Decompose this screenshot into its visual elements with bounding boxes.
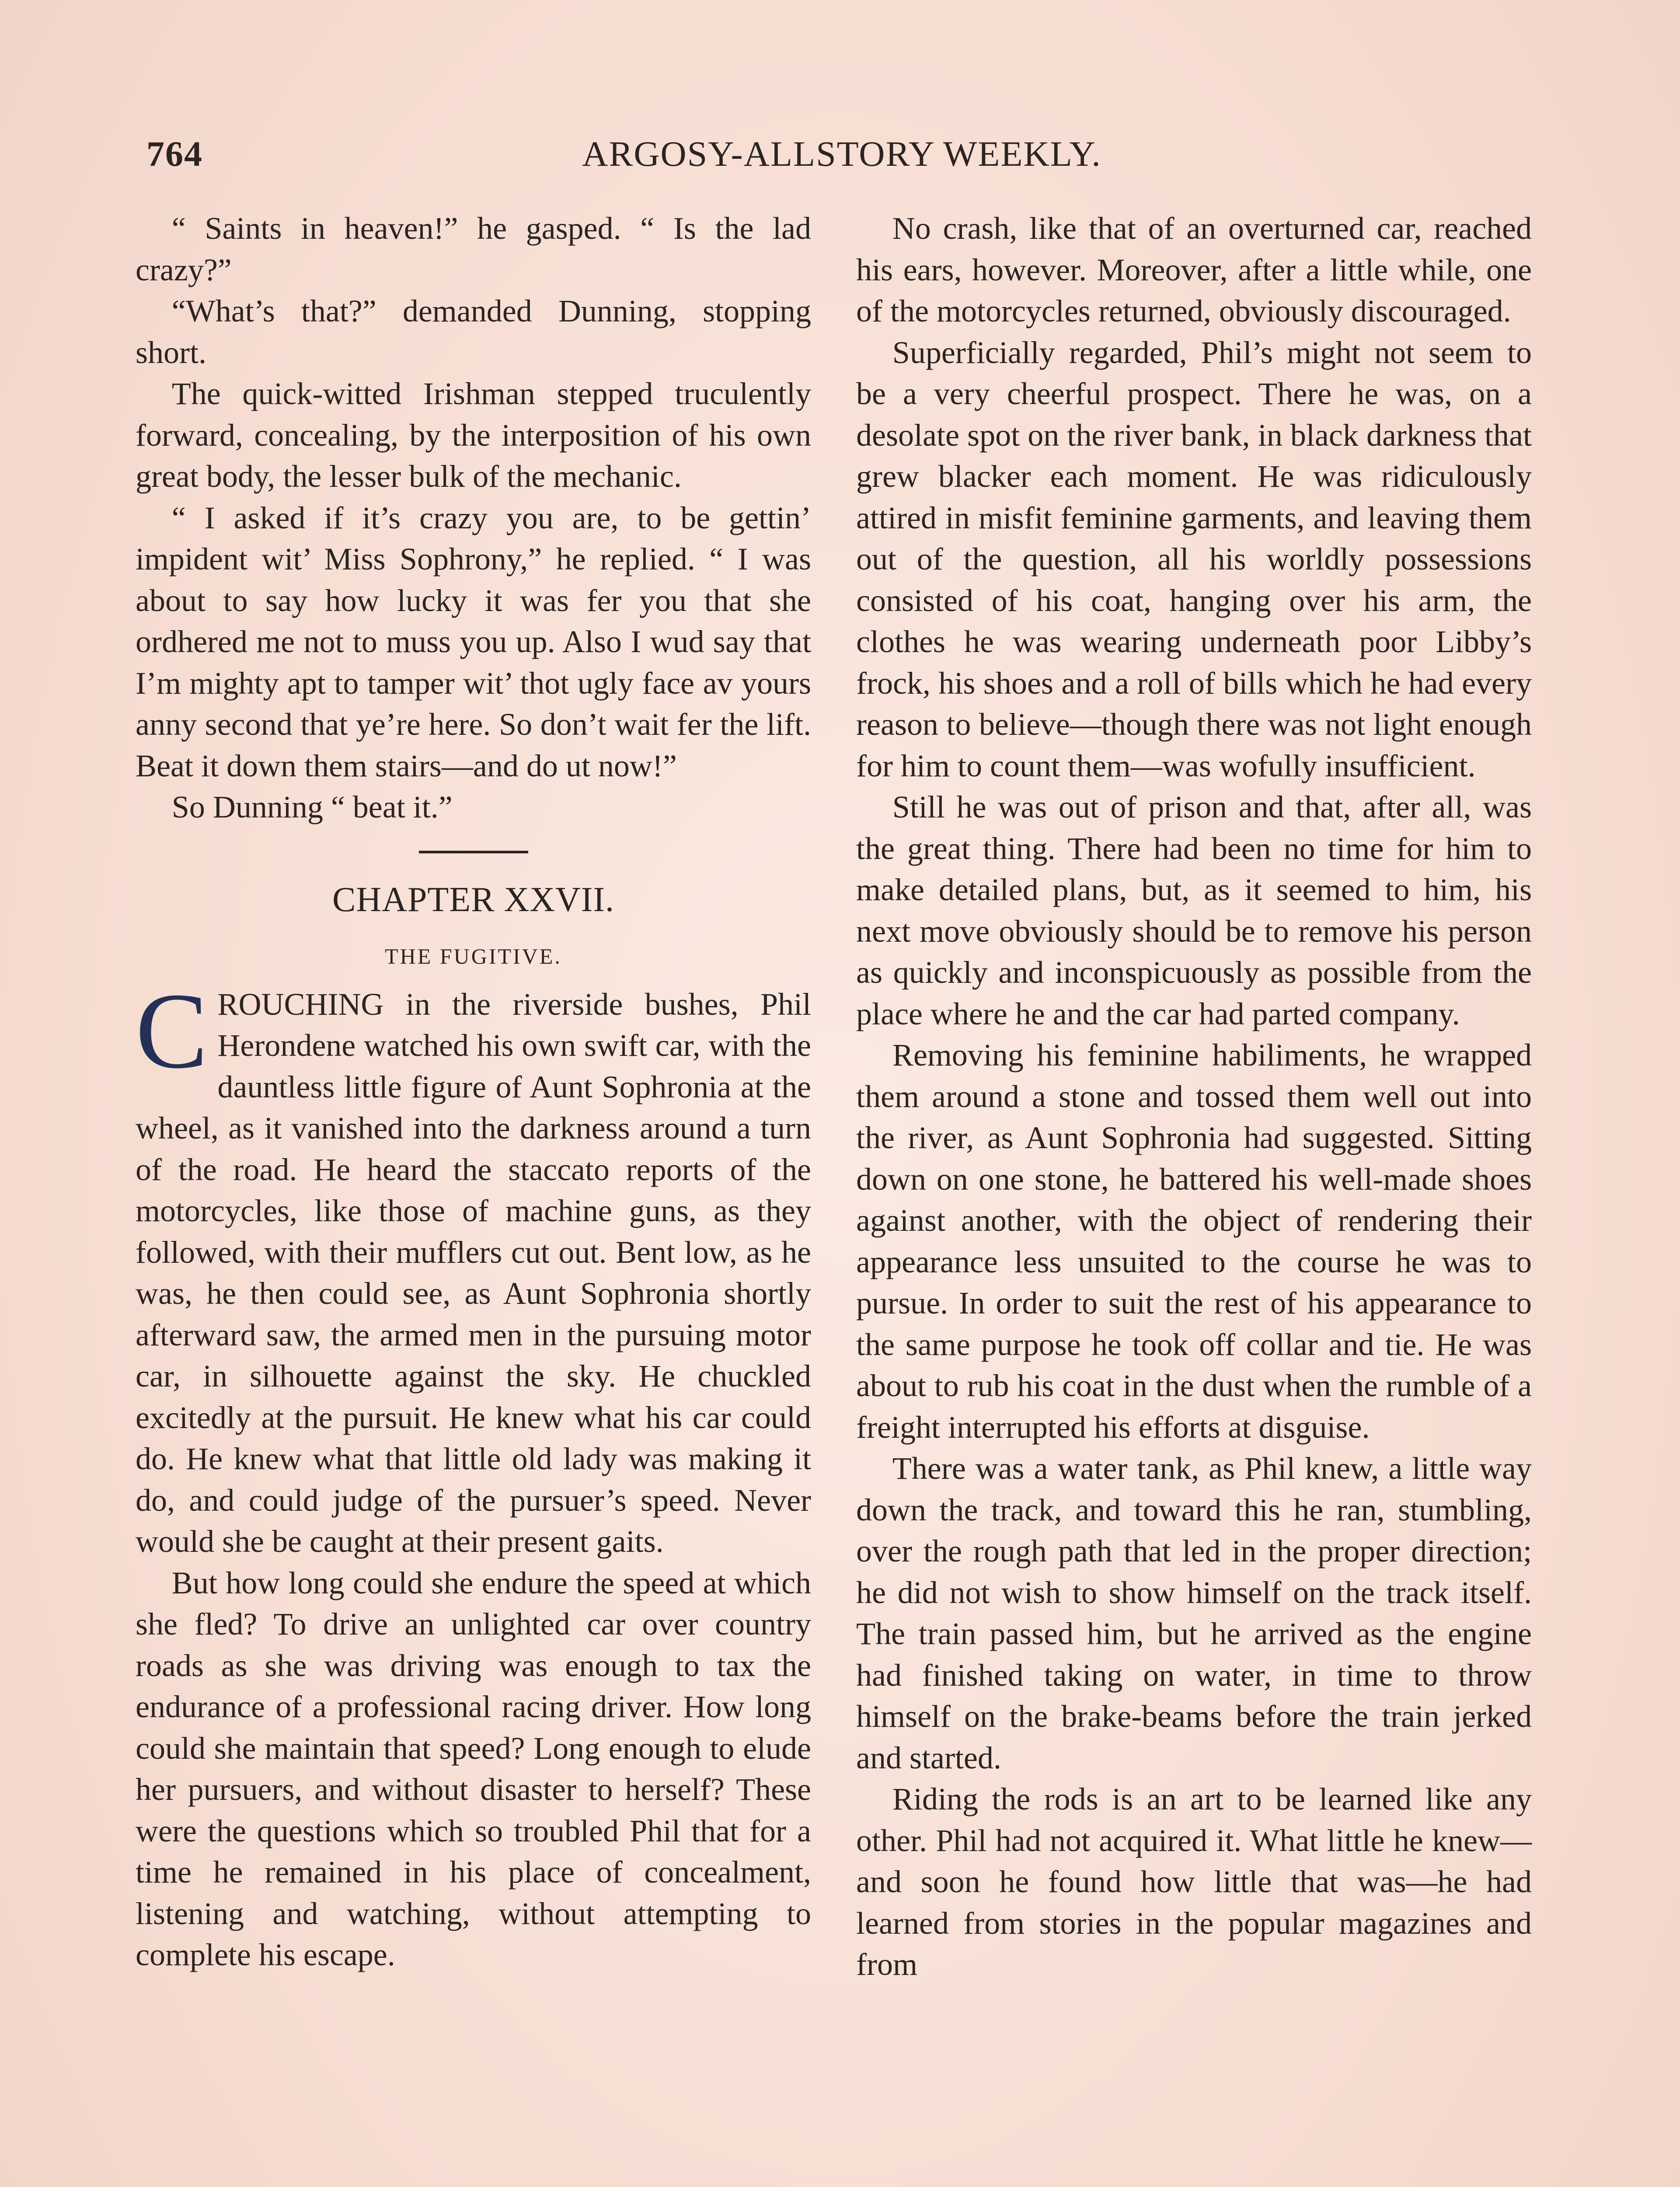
paragraph: The quick-witted Irishman stepped truculently forward, concealing, by the interposition of his own great body, the lesser bulk of the mechanic. (136, 376, 811, 494)
paragraph: “ I asked if it’s crazy you are, to be gettin’ impident wit’ Miss Sophrony,” he replied. “ I was about to say how lucky it was fer you that she ordhered me not to muss you up. Also I wud say that I’m mighty apt to tamper wit’ thot ugly face av yours anny second that ye’re here. So don’t wait fer the lift. Beat it down them stairs—and do ut now!” (136, 500, 811, 783)
section-divider (419, 851, 528, 853)
running-title: ARGOSY-ALLSTORY WEEKLY. (582, 134, 1101, 174)
paragraph: But how long could she endure the speed at which she fled? To drive an unlighted car over country roads as she was driving was enough to tax the endurance of a professional racing driver. How long could she maintain that speed? Long enough to elude her pursuers, and without disaster to herself? These were the questions which so troubled Phil that for a time he remained in his place of concealment, listening and watching, without attempting to complete his escape. (136, 1565, 811, 1972)
right-column (856, 208, 1532, 1985)
paragraph: No crash, like that of an overturned car, reached his ears, however. Moreover, after a little while, one of the motorcycles returned, obviously discouraged. (856, 211, 1532, 328)
paragraph: Removing his feminine habiliments, he wrapped them around a stone and tossed them well out into the river, as Aunt Sophronia had suggested. Sitting down on one stone, he battered his well-made shoes against another, with the object of rendering their appearance less unsuited to the course he was to pursue. In order to suit the rest of his appearance to the same purpose he took off collar and tie. He was about to rub his coat in the dust when the rumble of a freight interrupted his efforts at disguise. (856, 1038, 1532, 1445)
paragraph: There was a water tank, as Phil knew, a little way down the track, and toward this he ran, stumbling, over the rough path that led in the proper direction; he did not wish to show himself on the track itself. The train passed him, but he arrived as the engine had finished taking on water, in time to throw himself on the brake-beams before the train jerked and started. (856, 1451, 1532, 1775)
chapter-heading: CHAPTER XXVII. (332, 880, 615, 919)
paragraph: Riding the rods is an art to be learned like any other. Phil had not acquired it. What little he knew—and soon he found how little that was—he had learned from stories in the popular magazines and from (856, 1782, 1532, 1982)
left-column (136, 208, 811, 1976)
page-header (146, 133, 1537, 182)
paragraph: Superficially regarded, Phil’s might not seem to be a very cheerful prospect. There he was, on a desolate spot on the river bank, in black darkness that grew blacker each moment. He was ridiculously attired in misfit feminine garments, and leaving them out of the question, all his worldly possessions consisted of his coat, hanging over his arm, the clothes he was wearing underneath poor Libby’s frock, his shoes and a roll of bills which he had every reason to believe—though there was not light enough for him to count them—was wofully insufficient. (856, 335, 1532, 783)
paragraph: “What’s that?” demanded Dunning, stopping short. (136, 293, 811, 370)
paragraph: Still he was out of prison and that, after all, was the great thing. There had been no time for him to make detailed plans, but, as it seemed to him, his next move obviously should be to remove his person as quickly and inconspicuously as possible from the place where he and the car had parted company. (856, 790, 1532, 1031)
chapter-subtitle: THE FUGITIVE. (385, 943, 562, 968)
opening-paragraph-text: ROUCHING in the riverside bushes, Phil Herondene watched his own swift car, with the dauntless little figure of Aunt Sophronia at the wheel, as it vanished into the darkness around a turn of the road. He heard the staccato reports of the motorcycles, like those of machine guns, as they followed, with their mufflers cut out. Bent low, as he was, he then could see, as Aunt Sophronia shortly afterward saw, the armed men in the pursuing motor car, in silhouette against the sky. He chuckled excitedly at the pursuit. He knew what his car could do. He knew what that little old lady was making it do, and could judge of the pursuer’s speed. Never would she be caught at their present gaits. (136, 986, 811, 1559)
page-number: 764 (146, 134, 203, 174)
drop-cap: C (136, 970, 208, 1091)
opening-paragraph (136, 970, 811, 1562)
paragraph: “ Saints in heaven!” he gasped. “ Is the lad crazy?” (136, 211, 811, 287)
paragraph: So Dunning “ beat it.” (171, 790, 453, 824)
